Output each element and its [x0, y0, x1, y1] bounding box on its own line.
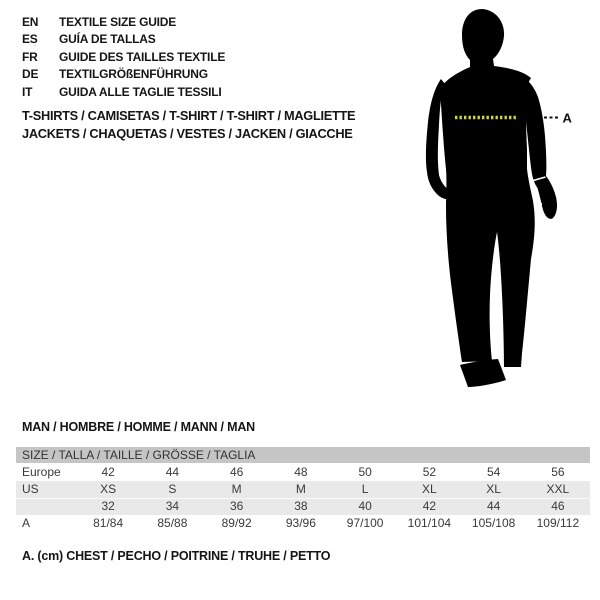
table-cell: 40	[358, 499, 372, 513]
table-cell: 109/112	[536, 516, 580, 530]
language-code: FR	[22, 49, 38, 64]
row-label: A	[22, 516, 31, 530]
silhouette-shoe	[460, 359, 506, 387]
silhouette-trunk	[440, 9, 535, 367]
measurement-footnote: A. (cm) CHEST / PECHO / POITRINE / TRUHE / PETTO	[22, 549, 331, 563]
language-label: TEXTILGRÖßENFÜHRUNG	[59, 67, 208, 82]
table-cell: 93/96	[285, 516, 316, 530]
category-jackets: JACKETS / CHAQUETAS / VESTES / JACKEN / GIACCHE	[22, 126, 353, 141]
language-row	[22, 83, 225, 101]
size-table	[16, 447, 590, 532]
table-cell: L	[361, 482, 369, 496]
language-code: DE	[22, 67, 39, 82]
category-tshirts: T-SHIRTS / CAMISETAS / T-SHIRT / T-SHIRT / MAGLIETTE	[22, 108, 356, 123]
table-cell: 38	[294, 499, 308, 513]
table-cell: 52	[422, 465, 437, 479]
language-code: IT	[22, 84, 33, 99]
table-row-numeric	[16, 498, 590, 515]
category-block	[22, 107, 355, 143]
measure-label-a: A	[562, 110, 572, 126]
table-cell: 34	[165, 499, 180, 513]
table-cell: 44	[486, 499, 501, 513]
thumb-highlight	[540, 203, 542, 214]
table-cell: 54	[486, 465, 501, 479]
table-cell: 36	[229, 499, 244, 513]
table-cell: 89/92	[221, 516, 252, 530]
table-cell: 105/108	[471, 516, 516, 530]
man-silhouette-figure	[410, 0, 600, 400]
language-row	[22, 31, 225, 49]
table-cell: XL	[486, 482, 501, 496]
table-cell: 85/88	[157, 516, 188, 530]
table-cell: 97/100	[346, 516, 384, 530]
table-cell: 42	[101, 465, 115, 479]
table-cell: M	[231, 482, 242, 496]
language-label: GUIDE DES TAILLES TEXTILE	[59, 49, 226, 64]
language-label: GUIDA ALLE TAGLIE TESSILI	[59, 84, 222, 99]
table-cell: XXL	[546, 482, 570, 496]
table-cell: 56	[551, 465, 565, 479]
table-cell: S	[168, 482, 177, 496]
table-cell: 46	[551, 499, 565, 513]
table-row-europe	[16, 464, 590, 481]
table-row-us	[16, 481, 590, 498]
table-cell: 46	[229, 465, 244, 479]
row-label: Europe	[22, 465, 61, 479]
table-cell: M	[295, 482, 306, 496]
table-cell: XL	[422, 482, 437, 496]
table-cell: 50	[358, 465, 372, 479]
table-cell: 32	[101, 499, 115, 513]
language-list	[22, 13, 225, 101]
row-label	[16, 498, 76, 515]
table-cell: 101/104	[407, 516, 452, 530]
language-label: GUÍA DE TALLAS	[59, 32, 156, 47]
table-cell: 42	[422, 499, 437, 513]
table-cell: 48	[294, 465, 308, 479]
size-table-header: SIZE / TALLA / TAILLE / GRÖSSE / TAGLIA	[16, 447, 590, 463]
table-row-chest-a	[16, 515, 590, 532]
language-code: ES	[22, 32, 38, 47]
table-cell: 81/84	[93, 516, 124, 530]
language-row	[22, 66, 225, 84]
language-label: TEXTILE SIZE GUIDE	[59, 14, 177, 29]
section-title-man: MAN / HOMBRE / HOMME / MANN / MAN	[22, 420, 255, 434]
table-cell: 44	[165, 465, 180, 479]
row-label: US	[22, 482, 39, 496]
language-row	[22, 13, 225, 31]
language-code: EN	[22, 14, 39, 29]
table-cell: XS	[100, 482, 117, 496]
language-row	[22, 48, 225, 66]
